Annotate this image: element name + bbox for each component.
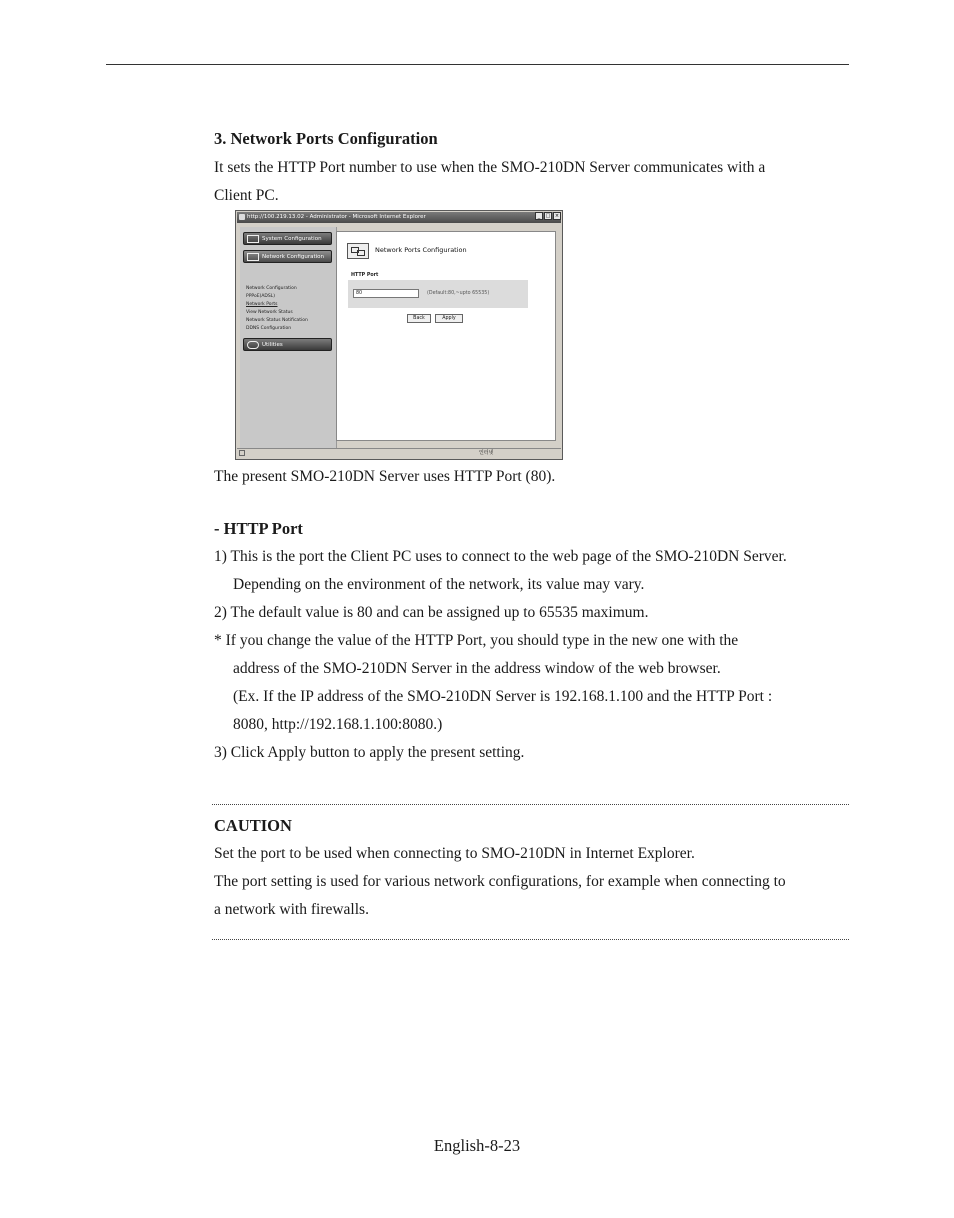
status-bar <box>237 448 561 458</box>
note-line-4: 8080, http://192.168.1.100:8080.) <box>233 716 443 733</box>
item-2: 2) The default value is 80 and can be assigned up to 65535 maximum. <box>214 604 649 621</box>
back-button[interactable]: Back <box>407 314 431 323</box>
window-titlebar <box>237 212 561 223</box>
sidebar <box>240 227 337 453</box>
http-port-section <box>214 518 854 767</box>
content-pane <box>336 231 556 441</box>
http-port-input[interactable]: 80 <box>353 289 419 298</box>
window-controls <box>535 212 561 220</box>
system-icon <box>247 235 259 243</box>
submenu-ddns-configuration[interactable]: DDNS Configuration <box>246 326 292 331</box>
page-title: Network Ports Configuration <box>375 246 467 254</box>
item-1-line-2: Depending on the environment of the network, its value may vary. <box>233 576 645 593</box>
caution-line-1: Set the port to be used when connecting to SMO-210DN in Internet Explorer. <box>214 845 695 862</box>
network-icon <box>247 253 259 261</box>
caution-top-rule <box>212 804 849 805</box>
http-port-panel <box>348 280 528 308</box>
header-rule <box>106 64 849 65</box>
zone-status: 인터넷 <box>479 450 494 456</box>
maximize-button[interactable]: □ <box>545 213 551 219</box>
window-title: http://100.219.13.02 - Administrator - Microsoft Internet Explorer <box>247 214 426 220</box>
note-line-2: address of the SMO-210DN Server in the address window of the web browser. <box>233 660 721 677</box>
ie-icon <box>239 214 245 220</box>
browser-screenshot <box>235 210 563 460</box>
network-configuration-button[interactable]: Network Configuration <box>243 250 332 263</box>
network-ports-icon <box>347 243 369 259</box>
caution-heading: CAUTION <box>214 816 292 835</box>
page-number: English-8-23 <box>433 1136 521 1155</box>
submenu-pppoe[interactable]: PPPoE(ADSL) <box>246 294 275 299</box>
caution-box <box>214 815 854 924</box>
http-port-label: HTTP Port <box>351 273 379 278</box>
caution-bottom-rule <box>212 939 849 940</box>
note-line-1: * If you change the value of the HTTP Port, you should type in the new one with the <box>214 632 739 649</box>
intro-line-2: Client PC. <box>214 187 279 204</box>
network-submenu <box>246 285 308 333</box>
submenu-network-status-notification[interactable]: Network Status Notification <box>246 318 308 323</box>
caution-line-2: The port setting is used for various network configurations, for example when connecting to <box>214 873 786 890</box>
utilities-icon <box>247 341 259 349</box>
submenu-view-network-status[interactable]: View Network Status <box>246 310 293 315</box>
http-port-hint: (Default:80,~upto 65535) <box>427 291 490 296</box>
item-1-line-1: 1) This is the port the Client PC uses to connect to the web page of the SMO-210DN Server. <box>214 548 787 565</box>
minimize-button[interactable]: _ <box>535 212 543 220</box>
system-configuration-button[interactable]: System Configuration <box>243 232 332 245</box>
section-intro <box>214 128 854 210</box>
note-line-3: (Ex. If the IP address of the SMO-210DN Server is 192.168.1.100 and the HTTP Port : <box>233 688 773 705</box>
submenu-network-configuration[interactable]: Network Configuration <box>246 286 297 291</box>
submenu-network-ports[interactable]: Network Ports <box>246 302 278 307</box>
page-status-icon <box>239 450 245 456</box>
present-port-note: The present SMO-210DN Server uses HTTP Port (80). <box>214 468 556 485</box>
apply-button[interactable]: Apply <box>435 314 463 323</box>
intro-line-1: It sets the HTTP Port number to use when the SMO-210DN Server communicates with a <box>214 159 766 176</box>
utilities-button[interactable]: Utilities <box>243 338 332 351</box>
section-heading: 3. Network Ports Configuration <box>214 129 438 148</box>
item-3: 3) Click Apply button to apply the present setting. <box>214 744 525 761</box>
close-button[interactable]: × <box>554 213 560 219</box>
http-port-heading: - HTTP Port <box>214 519 303 538</box>
caution-line-3: a network with firewalls. <box>214 901 369 918</box>
